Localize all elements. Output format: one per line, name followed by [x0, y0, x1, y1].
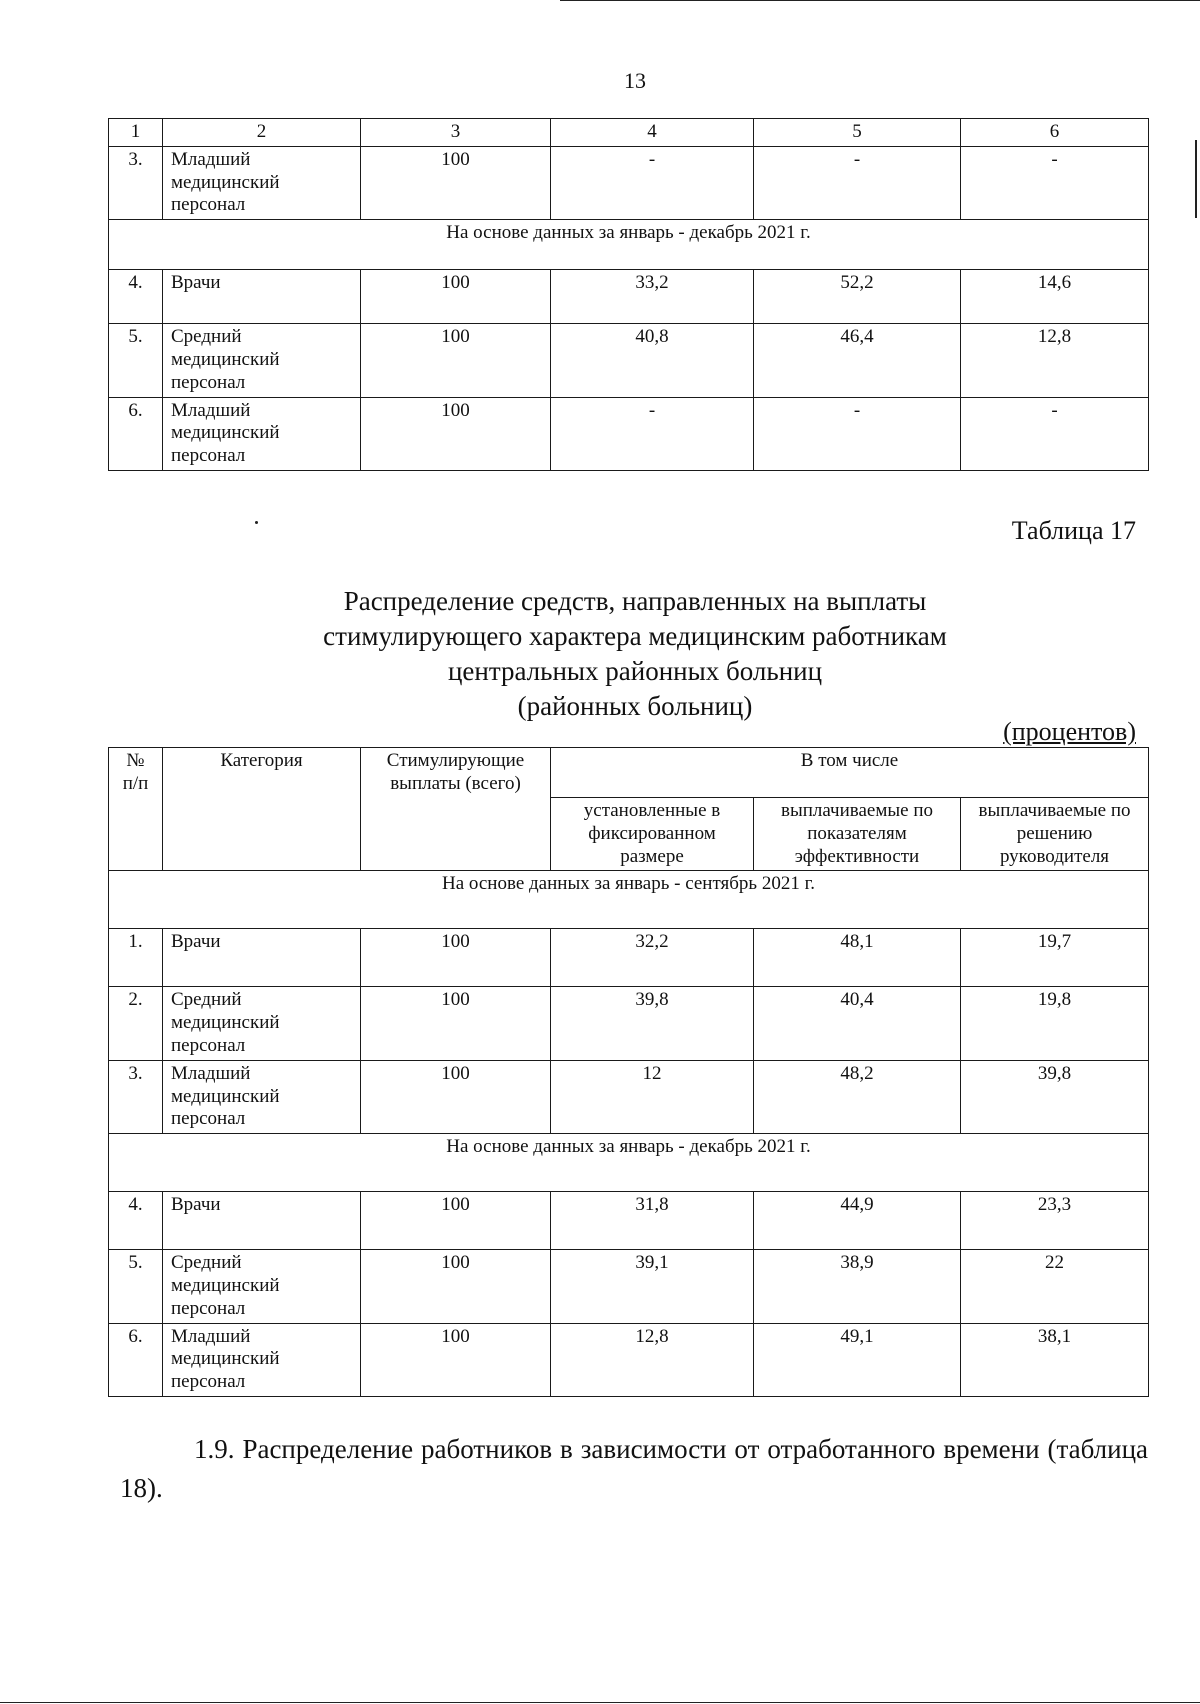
- scan-mark-right: [1195, 140, 1197, 218]
- row-fixed: 12: [551, 1060, 754, 1133]
- row-category: Врачи: [163, 270, 361, 324]
- table-title-line: Распределение средств, направленных на выплаты: [343, 586, 927, 616]
- row-number: 5.: [109, 1250, 163, 1323]
- row-manager: 38,1: [961, 1323, 1149, 1396]
- row-efficiency: 48,2: [754, 1060, 961, 1133]
- row-number: 3.: [109, 146, 163, 219]
- row-total: 100: [361, 987, 551, 1060]
- row-category: Младший медицинский персонал: [163, 1060, 361, 1133]
- row-category: Врачи: [163, 1192, 361, 1250]
- period-row: [109, 871, 1149, 929]
- row-number: 1.: [109, 929, 163, 987]
- row-manager: 12,8: [961, 324, 1149, 397]
- table-row: [109, 929, 1149, 987]
- table-row: [109, 270, 1149, 324]
- row-total: 100: [361, 1250, 551, 1323]
- row-category: Врачи: [163, 929, 361, 987]
- row-efficiency: 44,9: [754, 1192, 961, 1250]
- row-manager: 23,3: [961, 1192, 1149, 1250]
- column-number: 1: [109, 119, 163, 147]
- row-manager: 14,6: [961, 270, 1149, 324]
- row-category: Средний медицинский персонал: [163, 987, 361, 1060]
- column-number: 2: [163, 119, 361, 147]
- row-total: 100: [361, 397, 551, 470]
- period-label: На основе данных за январь - сентябрь 2021 г.: [109, 871, 1149, 929]
- row-manager: 22: [961, 1250, 1149, 1323]
- header-manager: выплачиваемые по решению руководителя: [961, 798, 1149, 871]
- row-total: 100: [361, 1060, 551, 1133]
- row-efficiency: 46,4: [754, 324, 961, 397]
- row-efficiency: 52,2: [754, 270, 961, 324]
- row-number: 2.: [109, 987, 163, 1060]
- table-title-line: (районных больниц): [517, 691, 753, 722]
- table-caption: Таблица 17: [1011, 516, 1136, 545]
- table-row: [109, 1250, 1149, 1323]
- row-total: 100: [361, 146, 551, 219]
- row-fixed: 32,2: [551, 929, 754, 987]
- row-manager: 39,8: [961, 1060, 1149, 1133]
- row-fixed: 39,1: [551, 1250, 754, 1323]
- row-efficiency: 48,1: [754, 929, 961, 987]
- scan-speck: [255, 521, 258, 524]
- row-manager: -: [961, 146, 1149, 219]
- period-row: [109, 220, 1149, 270]
- row-fixed: -: [551, 397, 754, 470]
- column-number-row: [109, 119, 1149, 147]
- table-title: [0, 584, 1200, 724]
- row-efficiency: 38,9: [754, 1250, 961, 1323]
- row-number: 6.: [109, 1323, 163, 1396]
- table-row: [109, 324, 1149, 397]
- row-manager: -: [961, 397, 1149, 470]
- table-title-line: стимулирующего характера медицинским работникам: [323, 621, 947, 652]
- row-fixed: 39,8: [551, 987, 754, 1060]
- row-efficiency: -: [754, 397, 961, 470]
- column-number: 4: [551, 119, 754, 147]
- period-label: На основе данных за январь - декабрь 2021 г.: [109, 220, 1149, 270]
- row-total: 100: [361, 324, 551, 397]
- row-category: Младший медицинский персонал: [163, 397, 361, 470]
- table-row: [109, 397, 1149, 470]
- period-row: [109, 1134, 1149, 1192]
- row-number: 3.: [109, 1060, 163, 1133]
- row-total: 100: [361, 1192, 551, 1250]
- row-number: 5.: [109, 324, 163, 397]
- row-manager: 19,7: [961, 929, 1149, 987]
- scan-border-bottom: [0, 1702, 1200, 1703]
- row-fixed: 12,8: [551, 1323, 754, 1396]
- scan-border-top: [560, 0, 1200, 1]
- row-total: 100: [361, 1323, 551, 1396]
- row-efficiency: -: [754, 146, 961, 219]
- row-fixed: 40,8: [551, 324, 754, 397]
- header-fixed: установленные в фиксированном размере: [551, 798, 754, 871]
- table-title-line: центральных районных больниц: [447, 656, 823, 687]
- column-number: 3: [361, 119, 551, 147]
- header-row: [109, 748, 1149, 798]
- row-category: Младший медицинский персонал: [163, 1323, 361, 1396]
- row-category: Средний медицинский персонал: [163, 1250, 361, 1323]
- header-including: В том числе: [551, 748, 1149, 798]
- table-row: [109, 1192, 1149, 1250]
- continued-table: [108, 118, 1149, 471]
- header-efficiency: выплачиваемые по показателям эффективности: [754, 798, 961, 871]
- table-row: [109, 987, 1149, 1060]
- row-fixed: 33,2: [551, 270, 754, 324]
- header-category: Категория: [163, 748, 361, 871]
- table-17: [108, 747, 1149, 1397]
- page-number: 13: [624, 68, 646, 93]
- table-row: [109, 1060, 1149, 1133]
- row-fixed: 31,8: [551, 1192, 754, 1250]
- row-efficiency: 49,1: [754, 1323, 961, 1396]
- row-efficiency: 40,4: [754, 987, 961, 1060]
- body-paragraph: 1.9. Распределение работников в зависимости от отработанного времени (таблица 18).: [120, 1434, 1148, 1504]
- table-row: [109, 1323, 1149, 1396]
- row-number: 6.: [109, 397, 163, 470]
- row-category: Младший медицинский персонал: [163, 146, 361, 219]
- row-number: 4.: [109, 1192, 163, 1250]
- row-total: 100: [361, 929, 551, 987]
- row-fixed: -: [551, 146, 754, 219]
- column-number: 5: [754, 119, 961, 147]
- row-total: 100: [361, 270, 551, 324]
- header-num: № п/п: [109, 748, 163, 871]
- row-number: 4.: [109, 270, 163, 324]
- table-row: [109, 146, 1149, 219]
- row-category: Средний медицинский персонал: [163, 324, 361, 397]
- header-total: Стимулирующие выплаты (всего): [361, 748, 551, 871]
- period-label: На основе данных за январь - декабрь 2021 г.: [109, 1134, 1149, 1192]
- row-manager: 19,8: [961, 987, 1149, 1060]
- units-label: (процентов): [1003, 717, 1136, 746]
- column-number: 6: [961, 119, 1149, 147]
